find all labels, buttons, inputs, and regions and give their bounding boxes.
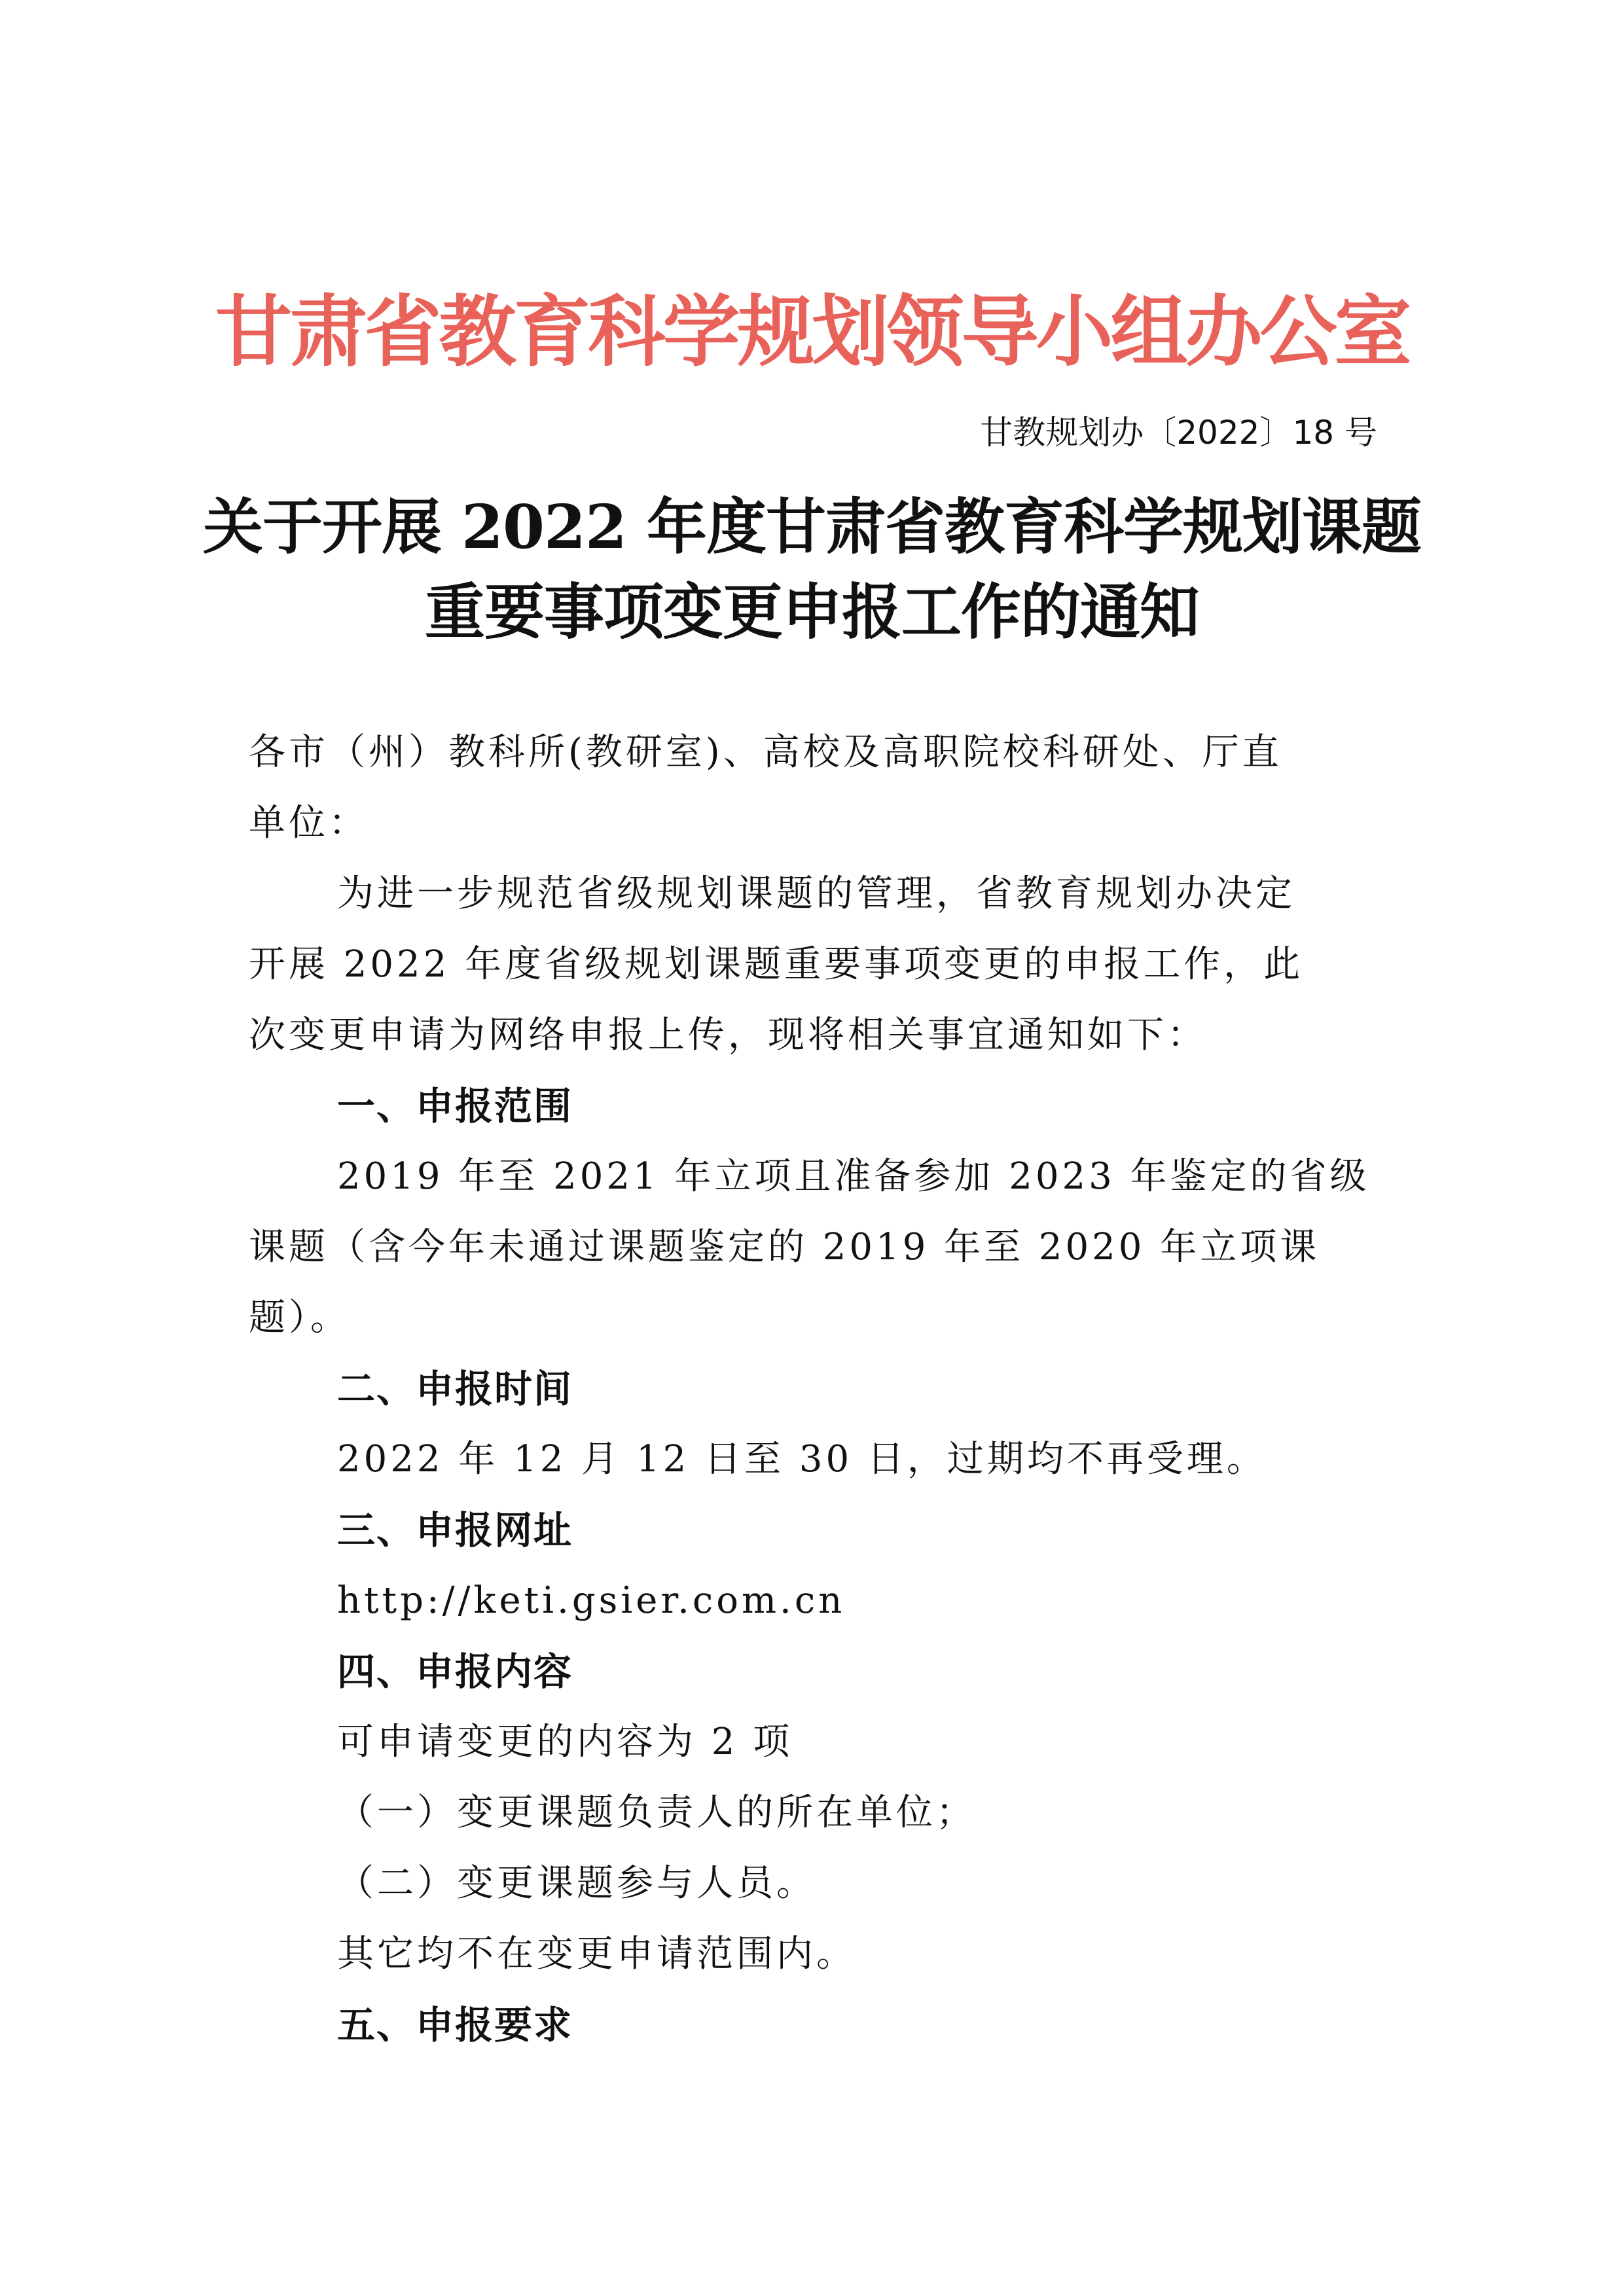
scope-line-3: 题）。 <box>249 1297 350 1339</box>
addressee-line-2: 单位： <box>249 802 369 844</box>
content-item-2: （二）变更课题参与人员。 <box>337 1862 816 1905</box>
section-heading-website: 三、申报网址 <box>337 1508 573 1552</box>
application-url-link[interactable]: http://keti.gsier.com.cn <box>337 1579 846 1622</box>
notice-title-line-2: 重要事项变更申报工作的通知 <box>424 577 1199 647</box>
content-line-1: 可申请变更的内容为 2 项 <box>337 1721 793 1763</box>
scope-line-2: 课题（含今年未通过课题鉴定的 2019 年至 2020 年立项课 <box>249 1226 1320 1268</box>
content-item-1: （一）变更课题负责人的所在单位； <box>337 1791 976 1834</box>
section-heading-scope: 一、申报范围 <box>337 1084 573 1128</box>
content-line-2: 其它均不在变更申请范围内。 <box>337 1933 856 1975</box>
scope-line-1: 2019 年至 2021 年立项且准备参加 2023 年鉴定的省级 <box>337 1155 1370 1198</box>
intro-line-3: 次变更申请为网络申报上传，现将相关事宜通知如下： <box>249 1014 1207 1056</box>
section-heading-content: 四、申报内容 <box>337 1649 573 1694</box>
intro-line-1: 为进一步规范省级规划课题的管理，省教育规划办决定 <box>337 872 1295 915</box>
addressee-line-1: 各市（州）教科所(教研室)、高校及高职院校科研处、厅直 <box>249 731 1282 774</box>
document-number: 甘教规划办〔2022〕18 号 <box>980 414 1377 452</box>
time-line-1: 2022 年 12 月 12 日至 30 日，过期均不再受理。 <box>337 1438 1267 1480</box>
intro-line-2: 开展 2022 年度省级规划课题重要事项变更的申报工作，此 <box>249 943 1304 986</box>
issuing-office-title: 甘肃省教育科学规划领导小组办公室 <box>215 286 1409 377</box>
section-heading-requirements: 五、申报要求 <box>337 2003 573 2047</box>
notice-title-line-1: 关于开展 2022 年度甘肃省教育科学规划课题 <box>202 492 1422 562</box>
section-heading-time: 二、申报时间 <box>337 1367 573 1411</box>
